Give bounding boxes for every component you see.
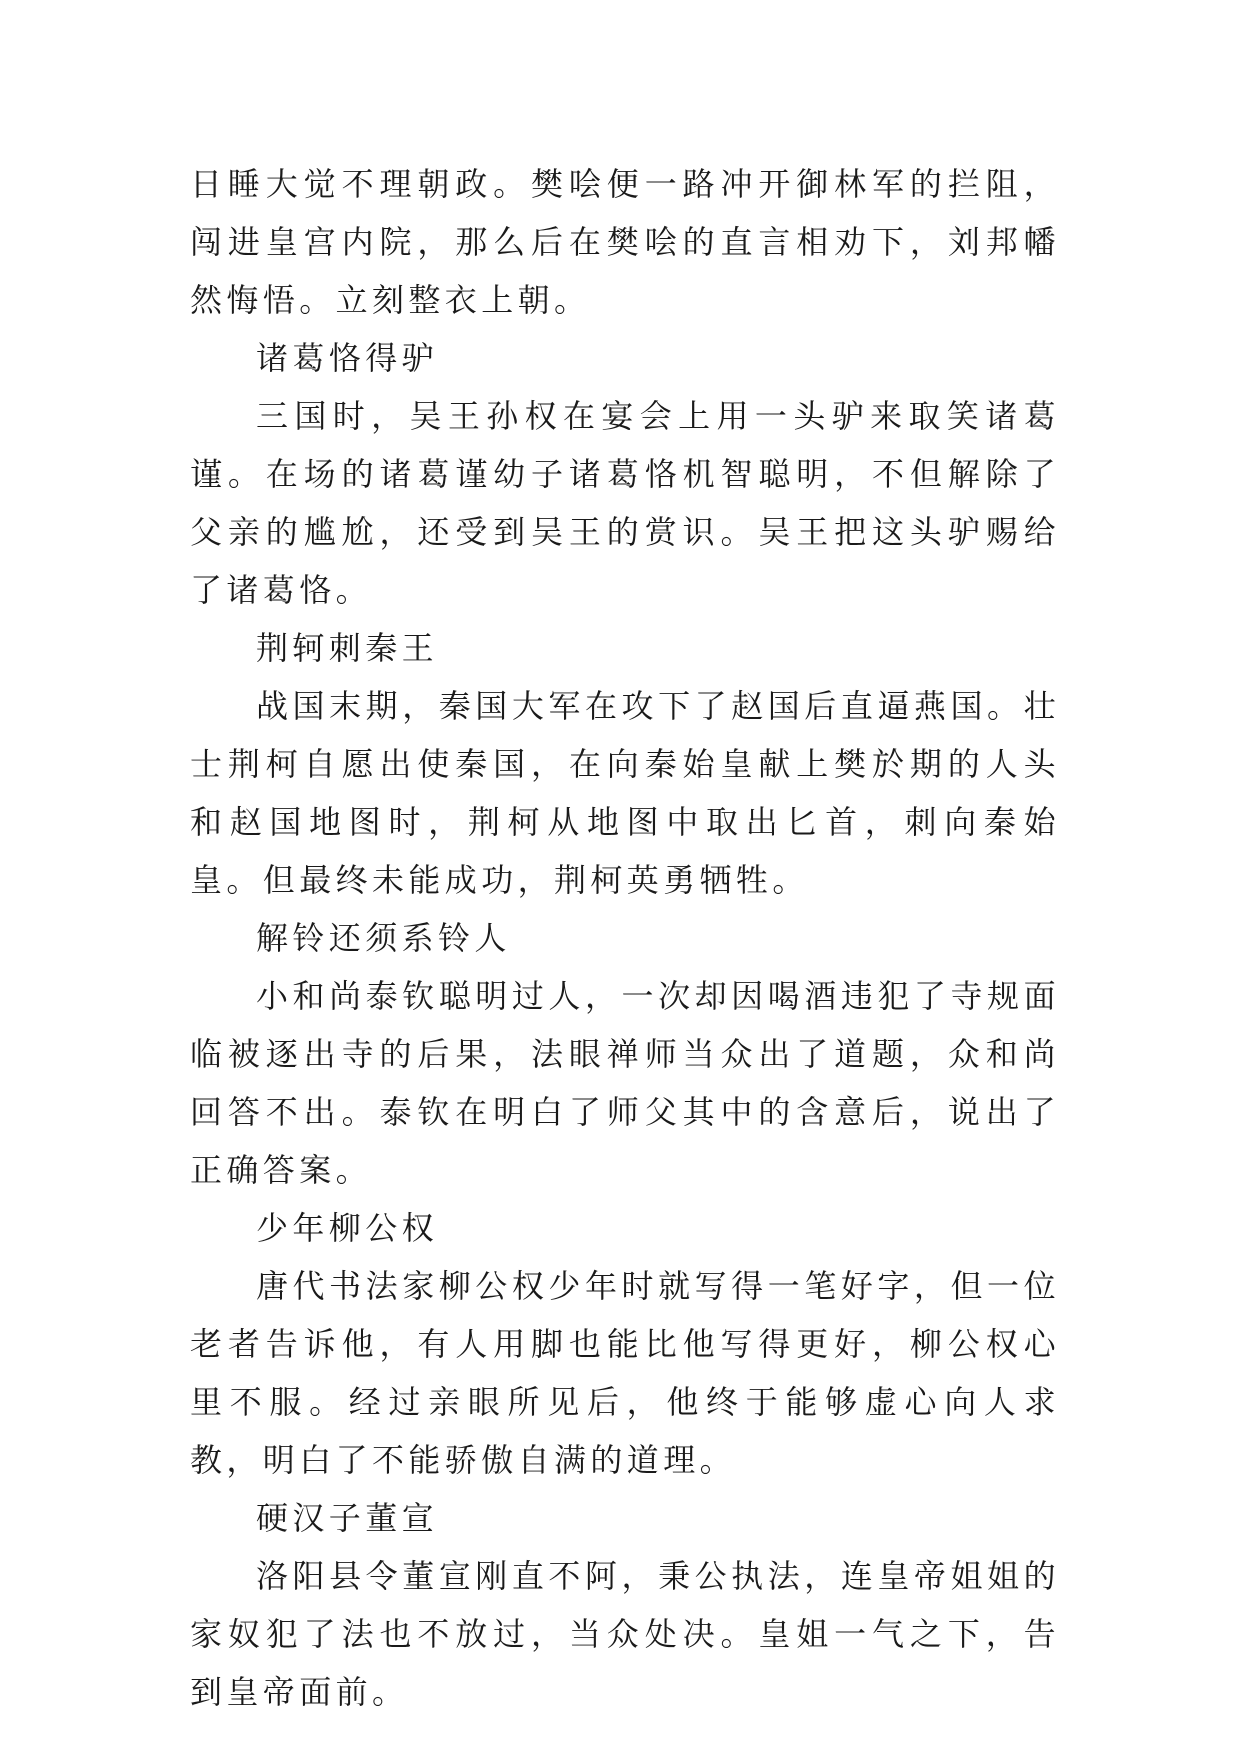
section-heading: 少年柳公权 bbox=[256, 1209, 439, 1247]
section-heading: 硬汉子董宣 bbox=[256, 1499, 439, 1537]
body-paragraph: 三国时，吴王孙权在宴会上用一头驴来取笑诸葛谨。在场的诸葛谨幼子诸葛恪机智聪明，不但解除了父亲的尴尬，还受到吴王的赏识。吴王把这头驴赐给了诸葛恪。 bbox=[190, 397, 1060, 609]
document-body bbox=[190, 155, 1060, 1721]
section-heading: 诸葛恪得驴 bbox=[256, 339, 439, 377]
section-heading: 荆轲刺秦王 bbox=[256, 629, 439, 667]
body-paragraph: 洛阳县令董宣刚直不阿，秉公执法，连皇帝姐姐的家奴犯了法也不放过，当众处决。皇姐一气之下，告到皇帝面前。 bbox=[190, 1557, 1060, 1711]
section-heading: 解铃还须系铃人 bbox=[256, 919, 511, 957]
body-paragraph: 日睡大觉不理朝政。樊哙便一路冲开御林军的拦阻，闯进皇宫内院，那么后在樊哙的直言相劝下，刘邦幡然悔悟。立刻整衣上朝。 bbox=[190, 165, 1060, 319]
body-paragraph: 唐代书法家柳公权少年时就写得一笔好字，但一位老者告诉他，有人用脚也能比他写得更好，柳公权心里不服。经过亲眼所见后，他终于能够虚心向人求教，明白了不能骄傲自满的道理。 bbox=[190, 1267, 1060, 1479]
body-paragraph: 小和尚泰钦聪明过人，一次却因喝酒违犯了寺规面临被逐出寺的后果，法眼禅师当众出了道题，众和尚回答不出。泰钦在明白了师父其中的含意后，说出了正确答案。 bbox=[190, 977, 1060, 1189]
body-paragraph: 战国末期，秦国大军在攻下了赵国后直逼燕国。壮士荆柯自愿出使秦国，在向秦始皇献上樊於期的人头和赵国地图时，荆柯从地图中取出匕首，刺向秦始皇。但最终未能成功，荆柯英勇牺牲。 bbox=[190, 687, 1060, 899]
